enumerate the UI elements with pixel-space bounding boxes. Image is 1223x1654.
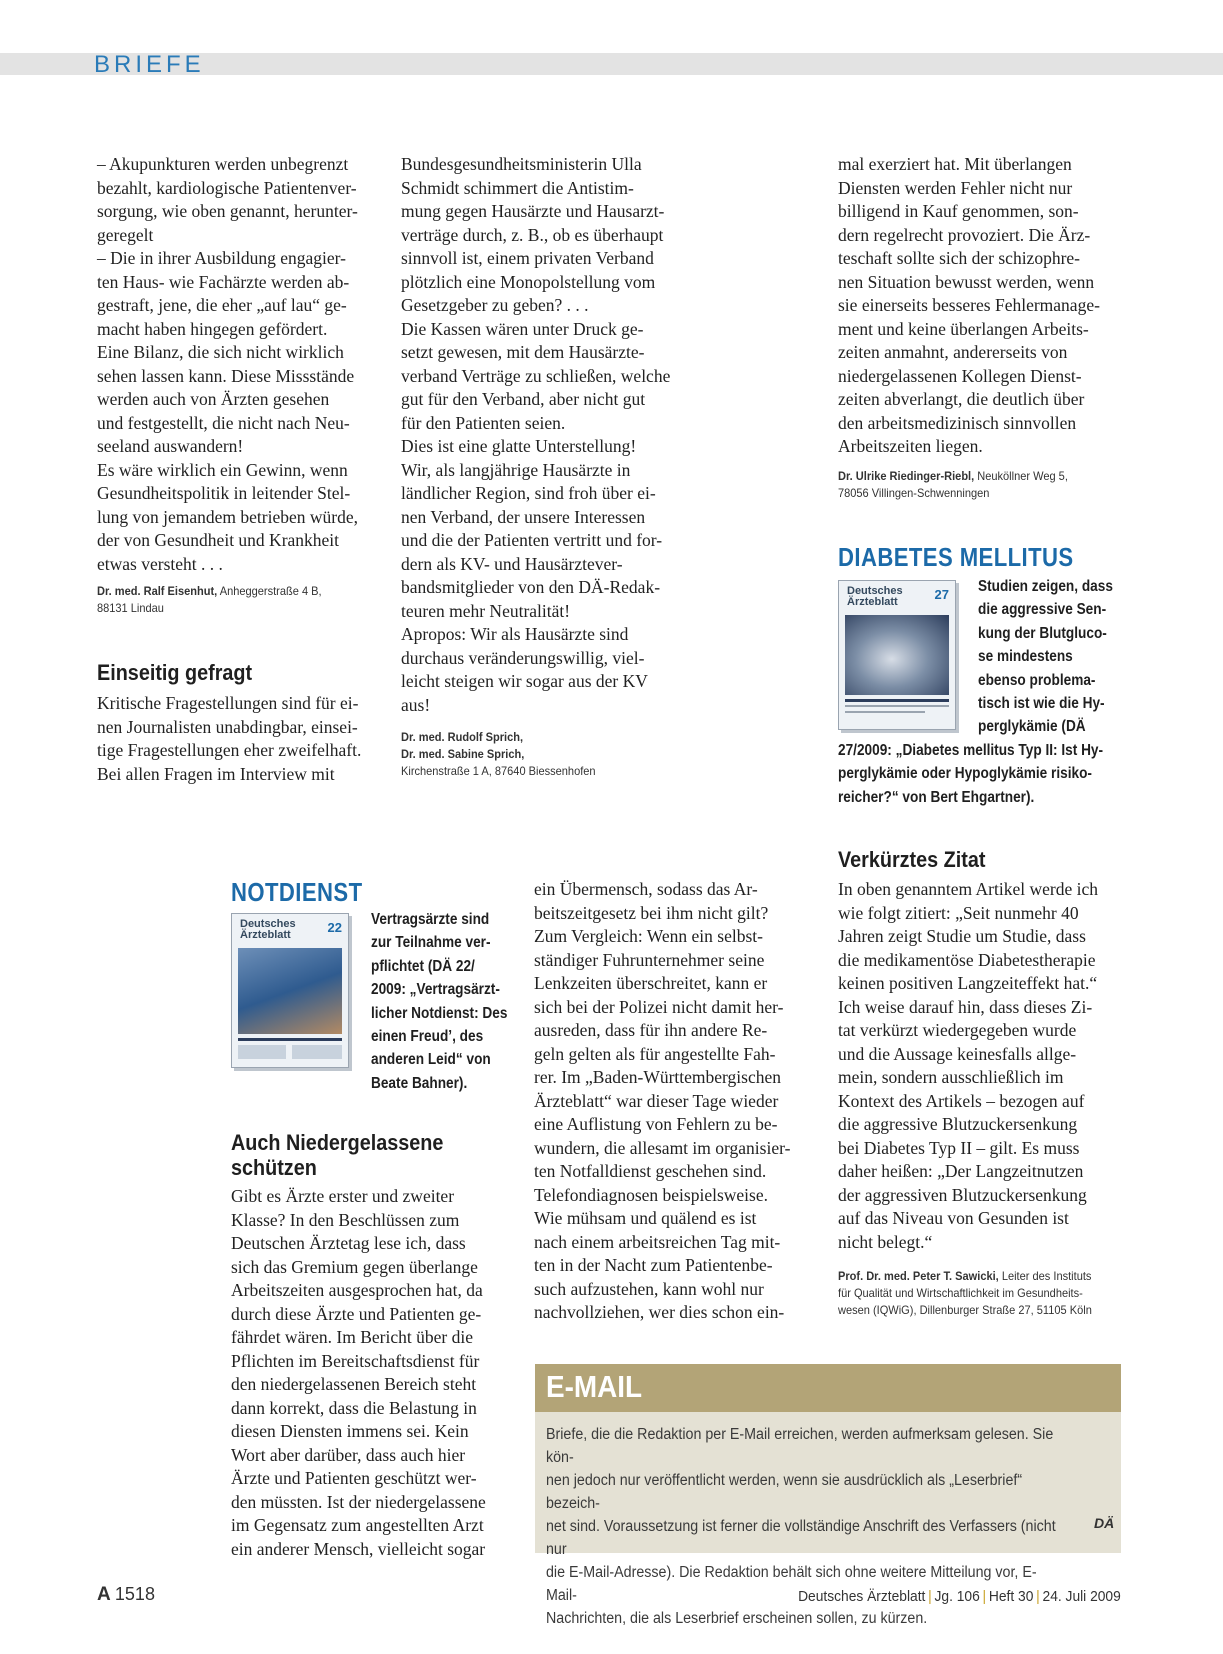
email-info-title: E-MAIL (546, 1369, 643, 1404)
diabetes-reference-full: 27/2009: „Diabetes mellitus Typ II: Ist Hy- perglykämie oder Hypoglykämie risiko- reicher?“ von Bert Ehgartner). (838, 742, 1104, 806)
page-number-value: 1518 (114, 1584, 155, 1604)
footer-volume: Jg. 106 (934, 1588, 980, 1605)
footer-journal: Deutsches Ärzteblatt (798, 1588, 926, 1605)
email-info-sign: DÄ (1094, 1515, 1115, 1531)
cover-divider (238, 1038, 342, 1041)
signature-riedinger (838, 468, 1128, 502)
page-letter: A (97, 1584, 111, 1605)
signature-name: Dr. med. Ralf Eisenhut, (97, 584, 218, 598)
footer-issue: Heft 30 (989, 1588, 1034, 1605)
signature-name: Dr. Ulrike Riedinger-Riebl, (838, 469, 975, 483)
cover-text-block (238, 1045, 286, 1059)
section-title: BRIEFE (94, 51, 205, 78)
letter-sprich-text: Bundesgesundheitsministerin Ulla Schmidt schimmert die Antistim- mung gegen Hausärzte und Hausarzt- verträge durch, z. B., ob es überhaupt sinnvoll ist, einem privaten Verband plötzlich eine Monopolstellung vom Gesetzgeber zu geben? . . . Die Kassen wären unter Druck ge- setzt gewesen, mit dem Hausärzte- verband Verträge zu schließen, welche gut für den Verband, aber nicht gut für den Patienten seien. Dies ist eine glatte Unterstellung! Wir, als langjährige Hausärzte in ländlicher Region, sind froh über ei- nen Verband, der unsere Interessen und die der Patienten vertritt und for- dern als KV- und Hausärztever- bandsmitglieder von den DÄ-Redak- teuren mehr Neutralität! Apropos: Wir als Hausärzte sind durchaus veränderungswillig, viel- leicht steigen wir sogar aus der KV aus! (401, 154, 671, 715)
page-number (97, 1585, 155, 1605)
signature-name: Prof. Dr. med. Peter T. Sawicki, (838, 1269, 999, 1283)
signature-city: 78056 Villingen-Schwenningen (838, 486, 990, 500)
cover-issue-number: 27 (934, 587, 949, 602)
letter-riedinger-text: mal exerziert hat. Mit überlangen Diensten werden Fehler nicht nur billigend in Kauf genommen, son- dern regelrecht provoziert. Die Ärz- teschaft sollte sich der schizophre- nen Situation bewusst werden, wenn sie einerseits besseres Fehlermanage- ment und keine überlangen Arbeits- zeiten anmahnt, andererseits von niedergelassenen Kollegen Dienst- zeiten abverlangt, die deutlich über den arbeitsmedizinisch sinnvollen Arbeitszeiten liegen. (838, 154, 1100, 456)
cover-masthead: Deutsches Ärzteblatt (847, 585, 903, 608)
cover-image (845, 615, 949, 695)
heading-einseitig-gefragt: Einseitig gefragt (97, 660, 253, 685)
cover-image (238, 948, 342, 1034)
footer-separator: | (982, 1588, 987, 1605)
cover-text-block (292, 1045, 342, 1059)
magazine-cover-22 (231, 913, 349, 1068)
notdienst-reference: Vertragsärzte sind zur Teilnahme ver- pflichtet (DÄ 22/ 2009: „Vertragsärzt- licher Notdienst: Des einen Freud’, des anderen Leid“ von Beate Bahner). (371, 911, 508, 1092)
signature-sawicki (838, 1268, 1138, 1319)
cover-text-line (845, 711, 925, 713)
letter-sprich-text-start: Kritische Fragestellungen sind für ei- nen Journalisten unabdingbar, einsei- tige Fragestellungen eher zweifelhaft. Bei allen Fragen im Interview mit (97, 693, 362, 784)
topic-notdienst: NOTDIENST (231, 877, 363, 907)
email-info-text: Briefe, die die Redaktion per E-Mail erreichen, werden aufmerksam gelesen. Sie kön- nen jedoch nur veröffentlicht werden, wenn sie ausdrücklich als „Leserbrief“ bezeich- net sind. Voraussetzung ist ferner die vollständige Anschrift des Verfassers (nicht nur die E-Mail-Adresse). Die Redaktion behält sich ohne weitere Mitteilung vor, E-Mail- Nachrichten, die als Leserbrief erscheinen sollen, zu kürzen. (546, 1426, 1056, 1627)
signature-address: Kirchenstraße 1 A, 87640 Biessenhofen (401, 764, 596, 778)
cover-issue-number: 22 (327, 920, 342, 935)
signature-institute: für Qualität und Wirtschaftlichkeit im Gesundheits- (838, 1286, 1083, 1300)
footer-citation (798, 1588, 1121, 1606)
signature-city: 88131 Lindau (97, 601, 164, 615)
signature-address: Anheggerstraße 4 B, (217, 584, 322, 598)
signature-name: Dr. med. Sabine Sprich, (401, 747, 525, 761)
letter-sawicki-text: In oben genanntem Artikel werde ich wie folgt zitiert: „Seit nunmehr 40 Jahren zeigt Studie um Studie, dass die medikamentöse Diabetestherapie keinen positiven Langzeiteffekt hat.“ Ich weise darauf hin, dass dieses Zi- tat verkürzt wiedergegeben wurde und die Aussage keinesfalls allge- mein, sondern ausschließlich im Kontext des Artikels – bezogen auf die aggressive Blutzuckersenkung bei Diabetes Typ II – gilt. Es muss daher heißen: „Der Langzeitnutzen der aggressiven Blutzuckersenkung auf das Niveau von Gesunden ist nicht belegt.“ (838, 879, 1098, 1252)
signature-sprich (401, 729, 701, 780)
letter-notdienst-text-right: ein Übermensch, sodass das Ar- beitszeitgesetz bei ihm nicht gilt? Zum Vergleich: Wenn ein selbst- ständiger Fuhrunternehmer seine Lenkzeiten überschreitet, kann er sich bei der Polizei nicht damit her- ausreden, dass für ihn andere Re- geln gelten als für angestellte Fah- rer. Im „Baden-Württembergischen Ärzteblatt“ war dieser Tage wieder eine Auflistung von Fehlern zu be- wundern, die allesamt im organisier- ten Notfalldienst geschehen sind. Telefondiagnosen beispielsweise. Wie mühsam und quälend es ist nach einem arbeitsreichen Tag mit- ten in der Nacht zum Patientenbe- such aufzustehen, kann wohl nur nachvollziehen, wer dies schon ein- (534, 879, 791, 1322)
heading-verkuerztes-zitat: Verkürztes Zitat (838, 847, 986, 872)
signature-address: wesen (IQWiG), Dillenburger Straße 27, 51105 Köln (838, 1303, 1092, 1317)
letter-notdienst-text-left: Gibt es Ärzte erster und zweiter Klasse? In den Beschlüssen zum Deutschen Ärztetag lese ich, dass sich das Gremium gegen überlange Arbeitszeiten ausgesprochen hat, da durch diese Ärzte und Patienten ge- fährdet wären. Im Bericht über die Pflichten im Bereitschaftsdienst für den niedergelassenen Bereich steht dann korrekt, dass die Belastung in diesen Diensten immens sei. Kein Wort aber darüber, dass auch hier Ärzte und Patienten geschützt wer- den müssten. Ist der niedergelassene im Gegensatz zum angestellten Arzt ein anderer Mensch, vielleicht sogar (231, 1186, 486, 1559)
footer-date: 24. Juli 2009 (1042, 1588, 1121, 1605)
signature-role: Leiter des Instituts (998, 1269, 1092, 1283)
cover-text-line (845, 705, 949, 707)
cover-divider (845, 699, 949, 702)
signature-address: Neuköllner Weg 5, (974, 469, 1068, 483)
diabetes-reference-side: Studien zeigen, dass die aggressive Sen- kung der Blutgluco- se mindestens ebenso problema- tisch ist wie die Hy- perglykämie (DÄ (978, 578, 1113, 736)
signature-eisenhut (97, 583, 397, 617)
cover-masthead: Deutsches Ärzteblatt (240, 918, 296, 941)
letter-eisenhut-text: – Akupunkturen werden unbegrenzt bezahlt, kardiologische Patientenver- sorgung, wie oben genannt, herunter- geregelt – Die in ihrer Ausbildung engagier- ten Haus- wie Fachärzte werden ab- gestraft, jene, die eher „auf lau“ ge- macht haben hingegen gefördert. Eine Bilanz, die sich nicht wirklich sehen lassen kann. Diese Missstände werden auch von Ärzten gesehen und festgestellt, die nicht nach Neu- seeland auswandern! Es wäre wirklich ein Gewinn, wenn Gesundheitspolitik in leitender Stel- lung von jemandem betrieben würde, der von Gesundheit und Krankheit etwas versteht . . . (97, 154, 358, 574)
magazine-cover-27 (838, 580, 956, 730)
heading-auch-niedergelassene-schuetzen: Auch Niedergelassene schützen (231, 1130, 444, 1180)
topic-diabetes-mellitus: DIABETES MELLITUS (838, 542, 1074, 572)
footer-separator: | (928, 1588, 932, 1605)
footer-separator: | (1036, 1588, 1040, 1605)
signature-name: Dr. med. Rudolf Sprich, (401, 730, 524, 744)
